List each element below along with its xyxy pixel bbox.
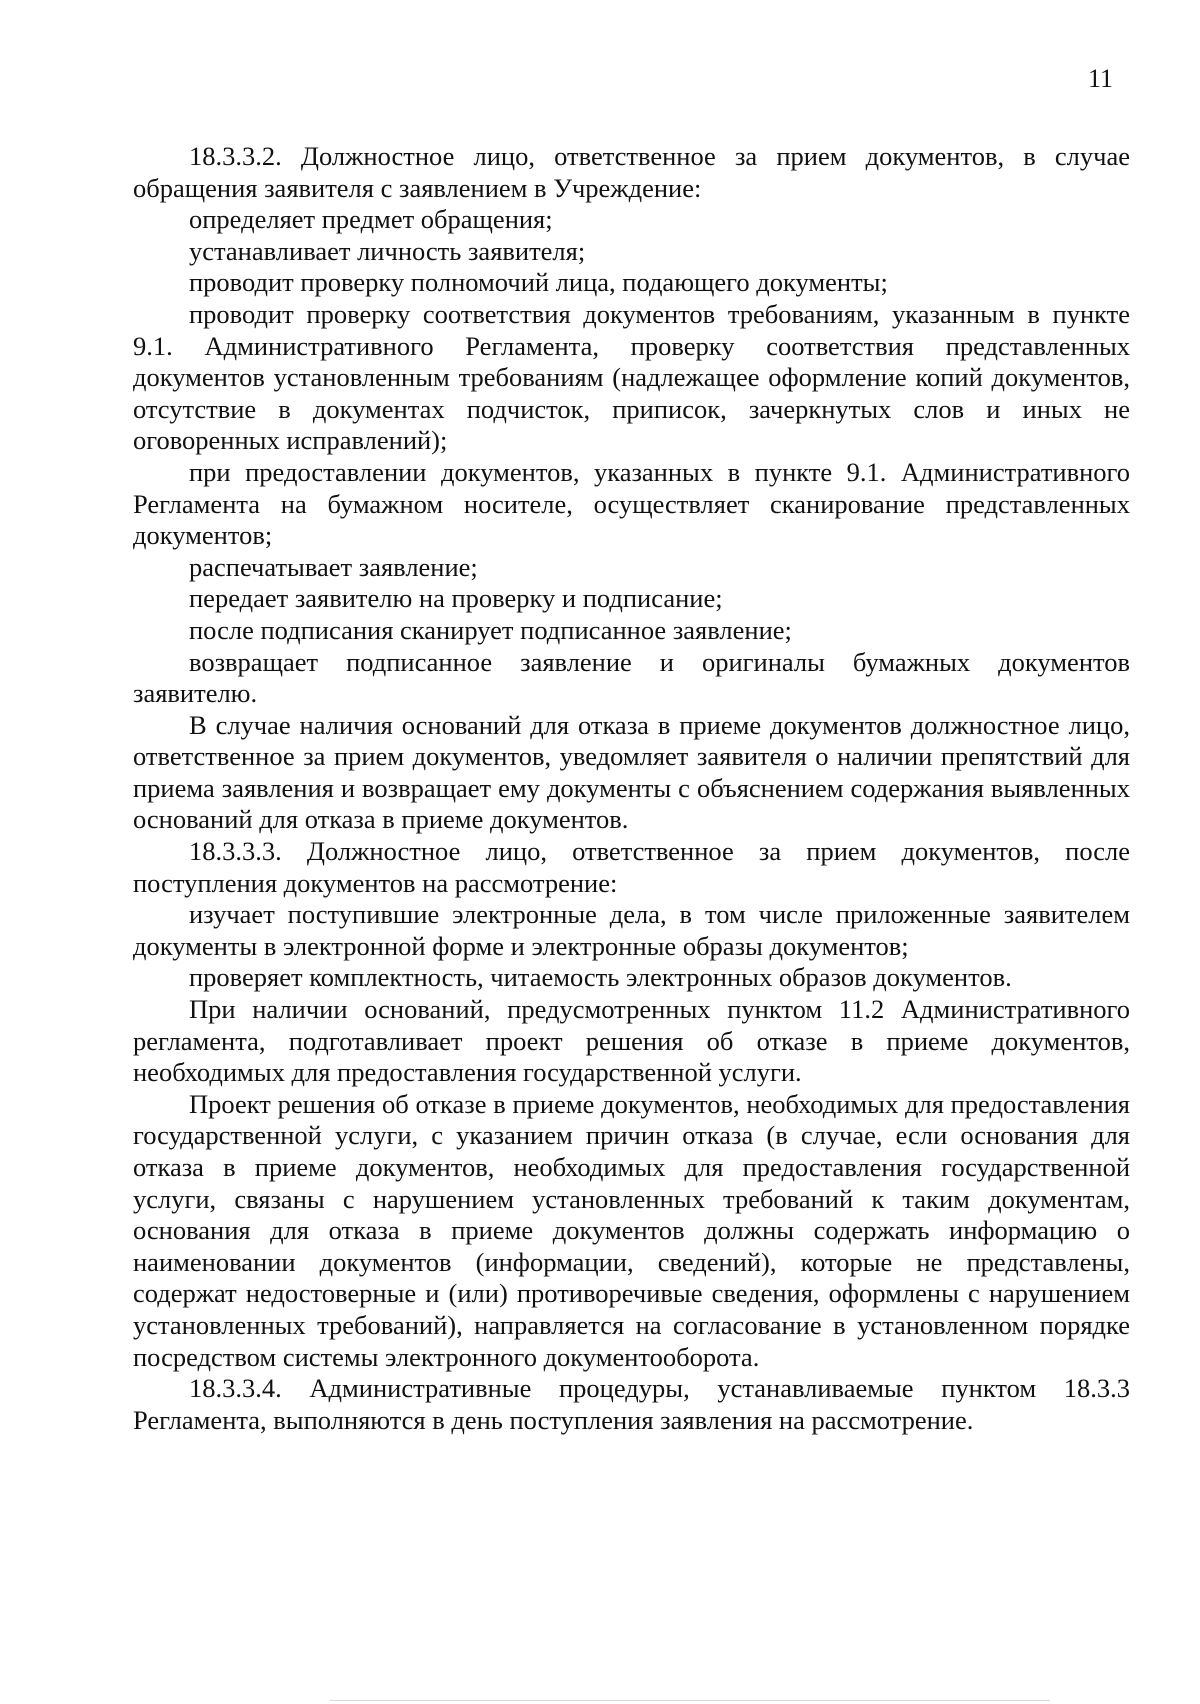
paragraph-refusal-grounds: В случае наличия оснований для отказа в приеме документов должностное лицо, ответственное за прием документов, уведомляет заявителя о наличии препятствий для приема заявления и возвращает ему документы с объяснением содержания выявленных оснований для отказа в приеме документов. <box>133 709 1130 835</box>
paragraph-list-item: при предоставлении документов, указанных в пункте 9.1. Административного Регламента на бумажном носителе, осуществляет сканирование представленных документов; <box>133 456 1130 551</box>
paragraph-list-item: передает заявителю на проверку и подписание; <box>189 583 723 614</box>
paragraph-list-item: устанавливает личность заявителя; <box>189 235 586 266</box>
paragraph-18-3-3-3: 18.3.3.3. Должностное лицо, ответственное за прием документов, после поступления документов на рассмотрение: <box>133 836 1130 898</box>
paragraph-list-item: проводит проверку соответствия документов требованиям, указанным в пункте 9.1. Административного Регламента, проверку соответствия представленных документов установленным требованиям (надлежащее оформление копий документов, отсутствие в документах подчисток, приписок, зачеркнутых слов и иных не оговоренных исправлений); <box>133 298 1130 456</box>
paragraph-list-item: определяет предмет обращения; <box>189 204 553 235</box>
scan-edge-line <box>330 1700 1050 1701</box>
paragraph-list-item: изучает поступившие электронные дела, в том числе приложенные заявителем документы в электронной форме и электронные образы документов; <box>133 899 1130 961</box>
page-number: 11 <box>1088 64 1114 93</box>
paragraph-list-item: проверяет комплектность, читаемость электронных образов документов. <box>189 962 1012 993</box>
paragraph-refusal-approval: Проект решения об отказе в приеме документов, необходимых для предоставления государственной услуги, с указанием причин отказа (в случае, если основания для отказа в приеме документов, необходимых для предоставления государственной услуги, связаны с нарушением установленных требований к таким документам, основания для отказа в приеме документов должны содержать информацию о наименовании документов (информации, сведений), которые не представлены, содержат недостоверные и (или) противоречивые сведения, оформлены с нарушением установленных требований), направляется на согласование в установленном порядке посредством системы электронного документооборота. <box>133 1088 1130 1372</box>
document-body <box>133 141 1130 1436</box>
paragraph-18-3-3-2: 18.3.3.2. Должностное лицо, ответственное за прием документов, в случае обращения заявителя с заявлением в Учреждение: <box>133 141 1130 203</box>
paragraph-list-item: после подписания сканирует подписанное заявление; <box>189 614 792 645</box>
paragraph-18-3-3-4: 18.3.3.4. Административные процедуры, устанавливаемые пунктом 18.3.3 Регламента, выполняются в день поступления заявления на рассмотрение. <box>133 1373 1130 1435</box>
paragraph-list-item: возвращает подписанное заявление и оригиналы бумажных документов заявителю. <box>133 646 1130 709</box>
paragraph-refusal-draft: При наличии оснований, предусмотренных пунктом 11.2 Административного регламента, подготавливает проект решения об отказе в приеме документов, необходимых для предоставления государственной услуги. <box>133 994 1130 1088</box>
paragraph-list-item: распечатывает заявление; <box>189 551 478 582</box>
paragraph-list-item: проводит проверку полномочий лица, подающего документы; <box>189 267 888 298</box>
